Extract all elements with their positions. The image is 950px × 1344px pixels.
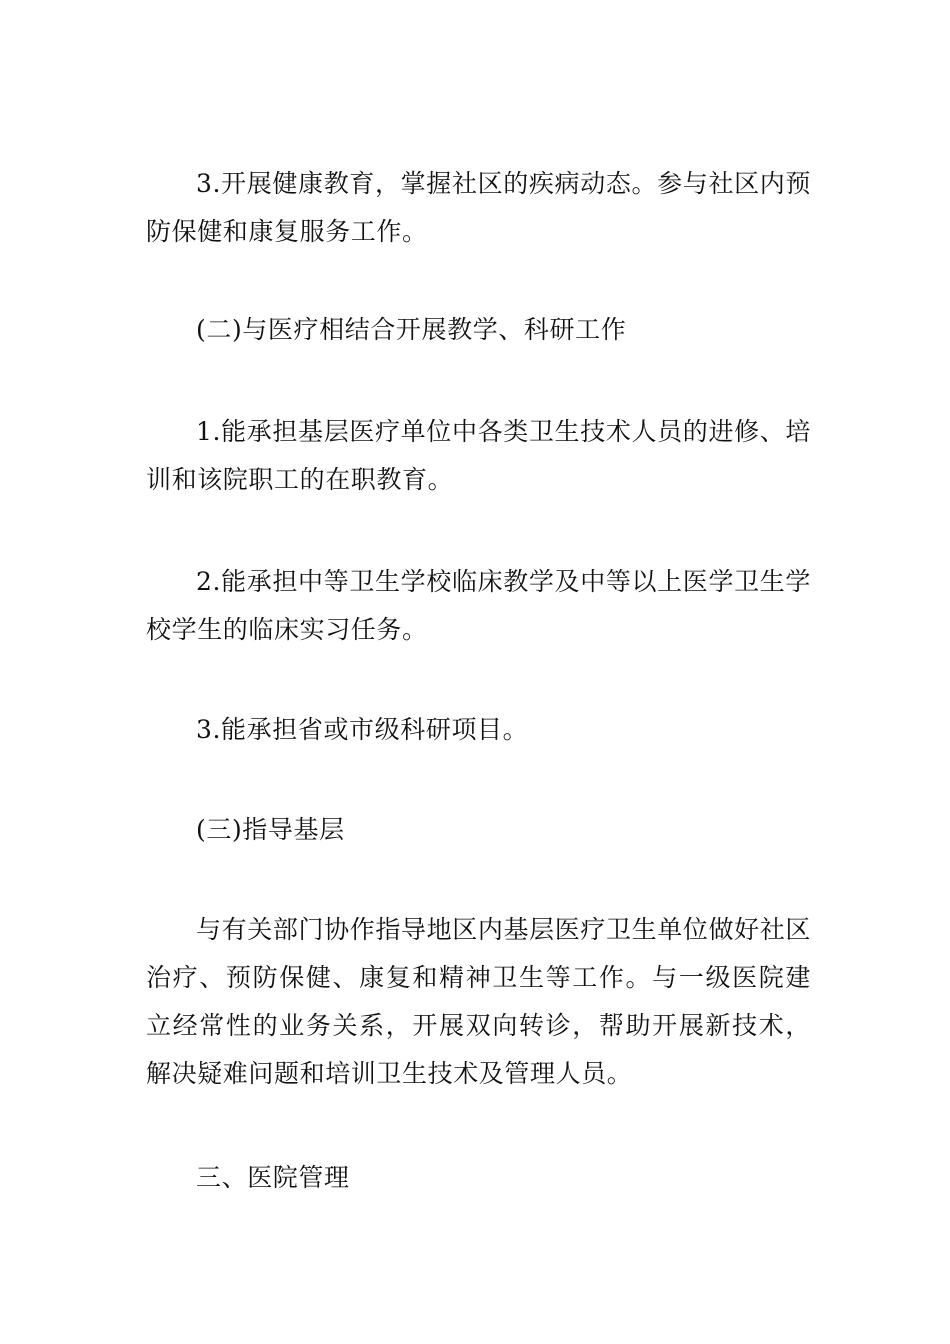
paragraph-clinical-teaching: 2.能承担中等卫生学校临床教学及中等以上医学卫生学校学生的临床实习任务。 <box>146 567 811 644</box>
heading-teaching-research: (二)与医疗相结合开展教学、科研工作 <box>196 315 627 344</box>
heading-hospital-management: 三、医院管理 <box>196 1163 350 1192</box>
paragraph-training: 1.能承担基层医疗单位中各类卫生技术人员的进修、培训和该院职工的在职教育。 <box>146 417 811 494</box>
paragraph-health-education: 3.开展健康教育，掌握社区的疾病动态。参与社区内预防保健和康复服务工作。 <box>146 169 811 246</box>
heading-guide-grassroots: (三)指导基层 <box>196 815 345 844</box>
paragraph-research-projects: 3.能承担省或市级科研项目。 <box>196 715 529 744</box>
paragraph-cooperation: 与有关部门协作指导地区内基层医疗卫生单位做好社区治疗、预防保健、康复和精神卫生等工作。与一级医院建立经常性的业务关系，开展双向转诊，帮助开展新技术，解决疑难问题和培训卫生技术及管理人员。 <box>146 915 811 1088</box>
